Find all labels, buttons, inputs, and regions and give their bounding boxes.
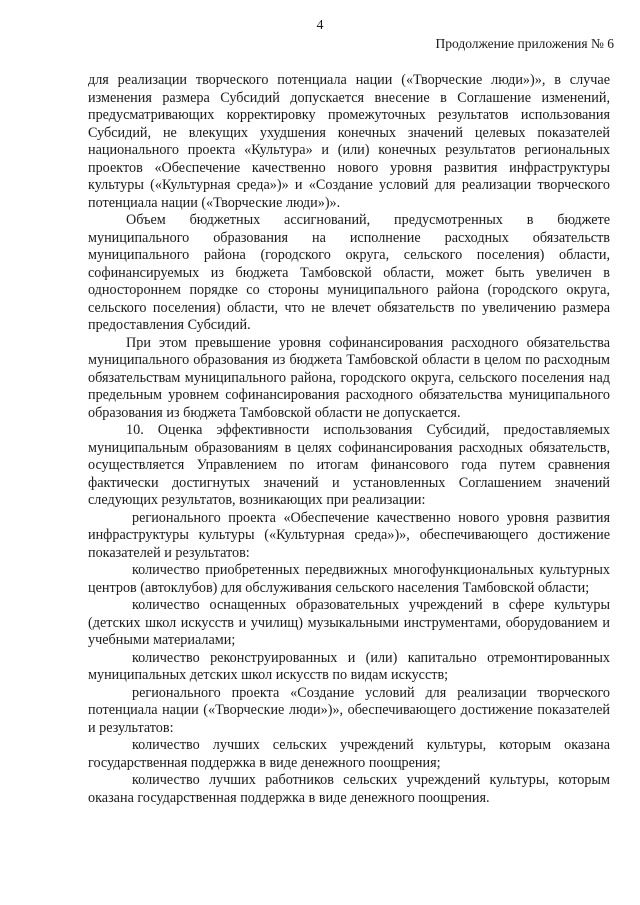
paragraph-2: Объем бюджетных ассигнований, предусмотренных в бюджете муниципального образования на исполнение расходных обязательств муниципального района (городского округа, сельского поселения) области, софинансируемых из бюджета Тамбовской области, может быть увеличен в одностороннем порядке со стороны муниципального района (городского округа, сельского поселения) области, что не влечет обязательств по увеличению размера предоставления Субсидий.: [88, 212, 610, 333]
page-number: 4: [316, 18, 324, 33]
paragraph-10: количество лучших сельских учреждений культуры, которым оказана государственная поддержка в виде денежного поощрения;: [88, 737, 610, 771]
paragraph-4: 10. Оценка эффективности использования Субсидий, предоставляемых муниципальным образованиям в целях софинансирования расходных обязательств, осуществляется Управлением по итогам финансового года путем сравнения фактически достигнутых значений и установленных Соглашением значений следующих результатов, возникающих при реализации:: [88, 422, 610, 508]
paragraph-8: количество реконструированных и (или) капитально отремонтированных муниципальных детских школ искусств по видам искусств;: [88, 649, 610, 683]
paragraph-1: для реализации творческого потенциала нации («Творческие люди»)», в случае изменения размера Субсидий допускается внесение в Соглашение изменений, предусматривающих корректировку промежуточных результатов использования Субсидий, не влекущих ухудшения конечных значений целевых показателей национального проекта «Культура» и (или) конечных результатов региональных проектов «Обеспечение качественно нового уровня развития инфраструктуры культуры («Культурная среда»)» и «Создание условий для реализации творческого потенциала нации («Творческие люди»)».: [88, 72, 610, 211]
paragraph-6: количество приобретенных передвижных многофункциональных культурных центров (автоклубов) для обслуживания сельского населения Тамбовской области;: [88, 562, 610, 596]
paragraph-11: количество лучших работников сельских учреждений культуры, которым оказана государственная поддержка в виде денежного поощрения.: [88, 772, 610, 806]
document-body: [88, 72, 610, 807]
paragraph-9: регионального проекта «Создание условий для реализации творческого потенциала нации («Творческие люди»)», обеспечивающего достижение показателей и результатов:: [88, 684, 610, 736]
paragraph-3: При этом превышение уровня софинансирования расходного обязательства муниципального образования из бюджета Тамбовской области в целом по расходным обязательствам муниципального района, городского округа, сельского поселения над предельным уровнем софинансирования расходного обязательства муниципального образования из бюджета Тамбовской области не допускается.: [88, 334, 610, 421]
paragraph-7: количество оснащенных образовательных учреждений в сфере культуры (детских школ искусств и училищ) музыкальными инструментами, оборудованием и учебными материалами;: [88, 597, 610, 648]
paragraph-5: регионального проекта «Обеспечение качественно нового уровня развития инфраструктуры культуры («Культурная среда»)», обеспечивающего достижение показателей и результатов:: [88, 509, 610, 561]
appendix-continuation-note: Продолжение приложения № 6: [435, 36, 614, 51]
